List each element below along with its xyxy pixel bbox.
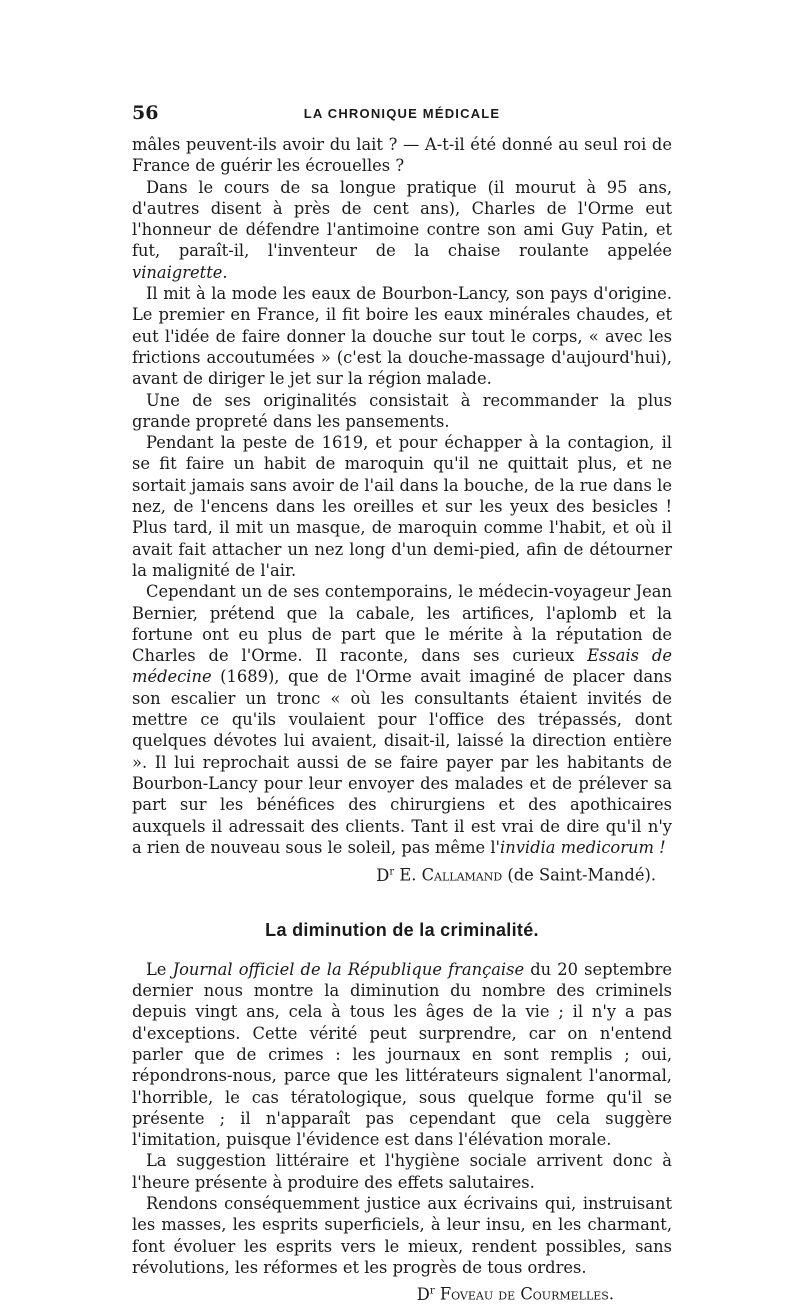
paragraph: La suggestion littéraire et l'hygiène sociale arrivent donc à l'heure présente à produire des effets salutaires. xyxy=(132,1151,672,1192)
paragraph: Il mit à la mode les eaux de Bourbon-Lancy, son pays d'origine. Le premier en France, il fit boire les eaux minérales chaudes, et eut l'idée de faire donner la douche sur tout le corps, « avec les frictions accoutumées » (c'est la douche-massage d'aujourd'hui), avant de diriger le jet sur la région malade. xyxy=(132,284,672,389)
page-number: 56 xyxy=(132,102,159,124)
signature-title: $D^r$ xyxy=(416,1284,435,1304)
paragraph: Dans le cours de sa longue pratique (il mourut à 95 ans, d'autres disent à près de cent ans), Charles de l'Orme eut l'honneur de défendre l'antimoine contre son ami Guy Patin, et fut, paraît-il, l'inventeur de la chaise roulante appelée vinaigrette. xyxy=(132,177,672,282)
paragraph: Cependant un de ses contemporains, le médecin-voyageur Jean Bernier, prétend que la cabale, les artifices, l'aplomb et la fortune ont eu plus de part que le mérite à la réputation de Charles de l'Orme. Il raconte, dans ses curieux Essais de médecine (1689), que de l'Orme avait imaginé de placer dans son escalier un tronc « où les consultants étaient invités de mettre ce qu'ils voulaient pour l'office des trépassés, dont quelques dévotes lui avaient, disait-il, laissé la direction entière ». Il lui reprochait aussi de se faire payer par les habitants de Bourbon-Lancy pour leur envoyer des malades et de prélever sa part sur les bénéfices des chirurgiens et des apothicaires auxquels il adressait des clients. Tant il est vrai de dire qu'il n'y a rien de nouveau sous le soleil, pas même l'invidia medicorum ! xyxy=(132,582,672,857)
page-header xyxy=(132,100,672,128)
paragraph: mâles peuvent-ils avoir du lait ? — A-t-il été donné au seul roi de France de guérir les écrouelles ? xyxy=(132,135,672,176)
article-callamand xyxy=(132,134,672,886)
article-title: La diminution de la criminalité. xyxy=(265,919,539,940)
author-place: (de Saint-Mandé). xyxy=(507,865,656,885)
author-name: Foveau de Courmelles. xyxy=(439,1284,614,1304)
paragraph: Pendant la peste de 1619, et pour échapper à la contagion, il se fit faire un habit de maroquin qu'il ne quittait plus, et ne sortait jamais sans avoir de l'ail dans la bouche, de la rue dans le nez, de l'encens dans les oreilles et sur les yeux des besicles ! Plus tard, il mit un masque, de maroquin comme l'habit, et où il avait fait attacher un nez long d'un demi-pied, afin de détourner la malignité de l'air. xyxy=(132,433,672,580)
author-name: Callamand xyxy=(421,865,503,885)
author-signature xyxy=(132,1280,672,1305)
paragraph: Rendons conséquemment justice aux écrivains qui, instruisant les masses, les esprits superficiels, à leur insu, en les charmant, font évoluer les esprits vers le mieux, rendent possibles, sans révolutions, les réformes et les progrès de tous ordres. xyxy=(132,1194,672,1277)
document-page xyxy=(132,100,672,1305)
signature-title: $D^r$ xyxy=(376,865,395,885)
article-criminalite xyxy=(132,959,672,1305)
paragraph: Le Journal officiel de la République française du 20 septembre dernier nous montre la diminution du nombre des criminels depuis vingt ans, cela à tous les âges de la vie ; il n'y a pas d'exceptions. Cette vérité peut surprendre, car on n'entend parler que de crimes : les journaux en sont remplis ; oui, répondrons-nous, parce que les littérateurs signalent l'anormal, l'horrible, le cas tératologique, sous quelque forme qu'il se présente ; il n'apparaît pas cependant que cela suggère l'imitation, puisque l'évidence est dans l'élévation morale. xyxy=(132,959,672,1150)
author-signature: $D^r$ E. Callamand (de Saint-Mandé). xyxy=(376,865,656,885)
running-head: LA CHRONIQUE MÉDICALE xyxy=(303,106,501,121)
paragraph: Une de ses originalités consistait à recommander la plus grande propreté dans les pansements. xyxy=(132,390,672,431)
